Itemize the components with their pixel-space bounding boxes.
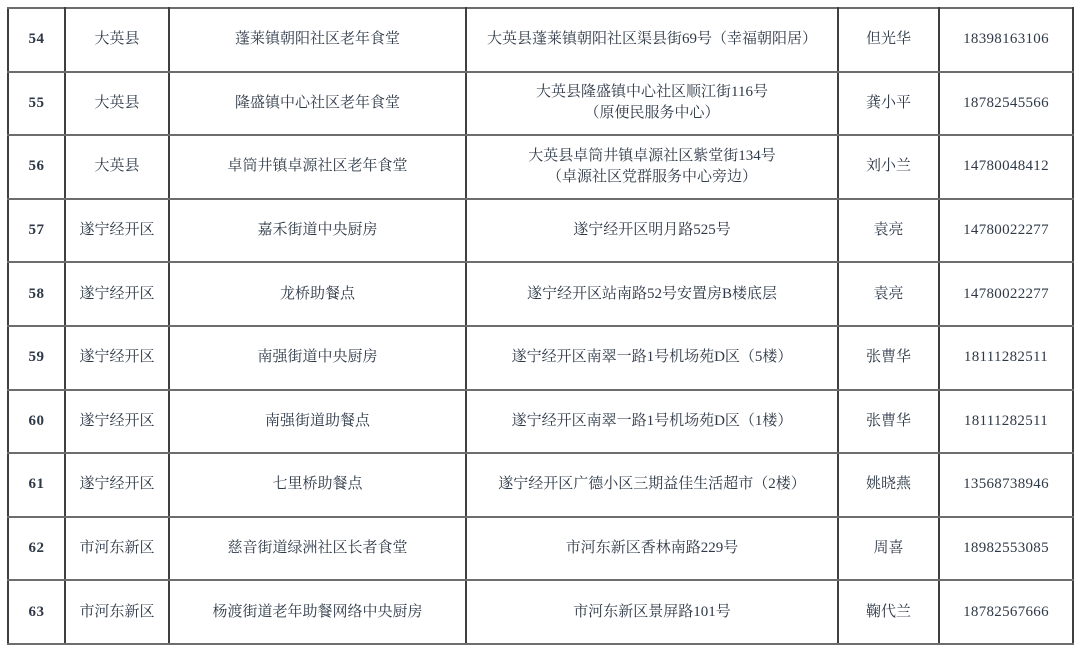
table-row — [8, 262, 1073, 326]
table-row — [8, 8, 1073, 72]
address-line-1: 遂宁经开区广德小区三期益佳生活超市（2楼） — [498, 476, 806, 493]
address-cell — [466, 580, 838, 644]
canteen-directory-table — [7, 7, 1074, 645]
address-cell — [466, 72, 838, 136]
phone-cell: 18782567666 — [939, 580, 1073, 644]
address-line-2: （原便民服务中心） — [584, 105, 720, 122]
seq-cell: 60 — [8, 390, 65, 454]
phone-cell: 18111282511 — [939, 390, 1073, 454]
district-cell: 市河东新区 — [65, 517, 169, 581]
address-cell — [466, 262, 838, 326]
name-cell: 卓筒井镇卓源社区老年食堂 — [169, 135, 466, 199]
table-row — [8, 580, 1073, 644]
seq-cell: 59 — [8, 326, 65, 390]
name-cell: 七里桥助餐点 — [169, 453, 466, 517]
address-line-1: 遂宁经开区明月路525号 — [573, 222, 731, 239]
name-cell: 隆盛镇中心社区老年食堂 — [169, 72, 466, 136]
address-cell — [466, 326, 838, 390]
address-cell — [466, 390, 838, 454]
seq-cell: 56 — [8, 135, 65, 199]
contact-cell: 张曹华 — [838, 326, 939, 390]
district-cell: 遂宁经开区 — [65, 199, 169, 263]
phone-cell: 18982553085 — [939, 517, 1073, 581]
address-line-1: 市河东新区香林南路229号 — [565, 540, 739, 557]
district-cell: 市河东新区 — [65, 580, 169, 644]
address-line-1: 遂宁经开区南翠一路1号机场苑D区（5楼） — [511, 349, 793, 366]
district-cell: 大英县 — [65, 72, 169, 136]
address-line-2: （卓源社区党群服务中心旁边） — [546, 168, 757, 185]
seq-cell: 57 — [8, 199, 65, 263]
table-row — [8, 390, 1073, 454]
address-line-1: 遂宁经开区站南路52号安置房B楼底层 — [526, 285, 777, 302]
table-row — [8, 517, 1073, 581]
phone-cell: 14780022277 — [939, 199, 1073, 263]
address-line-1: 市河东新区景屏路101号 — [573, 603, 731, 620]
contact-cell: 周喜 — [838, 517, 939, 581]
seq-cell: 55 — [8, 72, 65, 136]
phone-cell: 14780048412 — [939, 135, 1073, 199]
address-line-1: 大英县蓬莱镇朝阳社区渠县街69号（幸福朝阳居） — [486, 31, 817, 48]
contact-cell: 张曹华 — [838, 390, 939, 454]
address-line-1: 大英县隆盛镇中心社区顺江街116号 — [536, 84, 768, 101]
address-cell — [466, 8, 838, 72]
phone-cell: 14780022277 — [939, 262, 1073, 326]
district-cell: 遂宁经开区 — [65, 453, 169, 517]
seq-cell: 61 — [8, 453, 65, 517]
name-cell: 嘉禾街道中央厨房 — [169, 199, 466, 263]
district-cell: 大英县 — [65, 135, 169, 199]
table-row — [8, 199, 1073, 263]
address-cell — [466, 135, 838, 199]
name-cell: 蓬莱镇朝阳社区老年食堂 — [169, 8, 466, 72]
address-cell — [466, 199, 838, 263]
address-line-1: 大英县卓筒井镇卓源社区紫堂街134号 — [528, 147, 776, 164]
table-row — [8, 72, 1073, 136]
phone-cell: 18782545566 — [939, 72, 1073, 136]
seq-cell: 54 — [8, 8, 65, 72]
address-cell — [466, 453, 838, 517]
district-cell: 遂宁经开区 — [65, 262, 169, 326]
name-cell: 南强街道助餐点 — [169, 390, 466, 454]
name-cell: 杨渡街道老年助餐网络中央厨房 — [169, 580, 466, 644]
district-cell: 大英县 — [65, 8, 169, 72]
table-row — [8, 326, 1073, 390]
contact-cell: 姚晓燕 — [838, 453, 939, 517]
contact-cell: 袁亮 — [838, 199, 939, 263]
contact-cell: 龚小平 — [838, 72, 939, 136]
seq-cell: 62 — [8, 517, 65, 581]
table-row — [8, 453, 1073, 517]
contact-cell: 但光华 — [838, 8, 939, 72]
phone-cell: 18398163106 — [939, 8, 1073, 72]
name-cell: 南强街道中央厨房 — [169, 326, 466, 390]
district-cell: 遂宁经开区 — [65, 390, 169, 454]
contact-cell: 袁亮 — [838, 262, 939, 326]
name-cell: 龙桥助餐点 — [169, 262, 466, 326]
phone-cell: 18111282511 — [939, 326, 1073, 390]
contact-cell: 刘小兰 — [838, 135, 939, 199]
contact-cell: 鞠代兰 — [838, 580, 939, 644]
seq-cell: 63 — [8, 580, 65, 644]
seq-cell: 58 — [8, 262, 65, 326]
table-row — [8, 135, 1073, 199]
address-cell — [466, 517, 838, 581]
district-cell: 遂宁经开区 — [65, 326, 169, 390]
name-cell: 慈音街道绿洲社区长者食堂 — [169, 517, 466, 581]
phone-cell: 13568738946 — [939, 453, 1073, 517]
address-line-1: 遂宁经开区南翠一路1号机场苑D区（1楼） — [511, 412, 793, 429]
